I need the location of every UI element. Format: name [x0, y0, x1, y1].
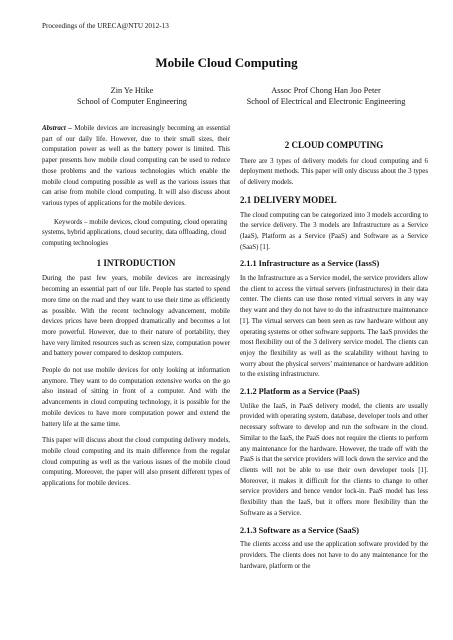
paragraph: During the past few years, mobile devices are increasingly becoming an essential part of our life. People has started to spend more time on the road and they want to use their time as efficiently as possible. With the recent technology advancement, mobile devices prices have been dropped dramatically and becomes a lot more powerful. However, due to their nature of portability, they have very limited resources such as screen size, computation power and battery power compared to desktop computers.: [42, 275, 230, 358]
abstract: [42, 124, 230, 210]
section-heading-delivery-model: 2.1 DELIVERY MODEL: [240, 194, 337, 205]
paragraph: Unlike the IaaS, in PaaS delivery model, the clients are usually provided with operating system, database, developer tools and other necessary software to develop and run the software in the cloud. Similar to the IaaS, the PaaS does not require the clients to perform any maintenance for the hardware. However, the trade off with the PaaS is that the service providers will lock down the service and the clients will not be able to use their own developer tools [1]. Moreover, it makes it difficult for the clients to change to other service providers and hence vendor lock-in. PaaS model has less flexibility than the IaaS, but it offers more flexibility than the Software as a Service.: [240, 402, 428, 517]
proceedings-header: Proceedings of the URECA@NTU 2012-13: [42, 22, 169, 30]
right-column: [240, 132, 428, 578]
subsection-heading-paas: 2.1.2 Platform as a Service (PaaS): [240, 387, 360, 397]
section-heading-cloud-computing: 2 CLOUD COMPUTING: [284, 140, 384, 150]
subsection-heading-iaas: 2.1.1 Infrastructure as a Service (IassS): [240, 259, 380, 269]
paragraph: This paper will discuss about the cloud computing delivery models, mobile cloud computing and its main difference from the regular cloud computing as well as the various issues of the mobile cloud computing. Moreover, the paper will also present different types of applications for mobile devices.: [42, 437, 230, 488]
abstract-label: Abstract –: [42, 125, 72, 132]
subsection-heading-saas: 2.1.3 Software as a Service (SaaS): [240, 525, 359, 535]
section-heading-introduction: 1 INTRODUCTION: [96, 257, 176, 268]
abstract-text: Mobile devices are increasingly becoming an essential part of our daily life. However, due to their small sizes, their computation power as well as the battery power is limited. This paper presents how mobile cloud computing can be used to reduce those problems and the various technologies which enable the mobile cloud computing possible as well as the various issues that can arise from mobile cloud computing. It will also discuss about various types of applications for the mobile devices.: [42, 125, 230, 207]
paragraph: The clients access and use the application software provided by the providers. The clients does not have to do any maintenance for the hardware, platform or the: [240, 541, 428, 570]
paragraph: There are 3 types of delivery models for cloud computing and 6 deployment methods. This paper will only discuss about the 3 types of delivery models.: [240, 157, 428, 187]
paragraph: The cloud computing can be categorized into 3 models according to the service delivery. The 3 models are Infrastructure as a Service (IaaS), Platform as a Service (PaaS) and Software as a Service (SaaS) [1].: [240, 211, 428, 251]
author-name: Zin Ye Htike: [110, 86, 154, 95]
author-affiliation: School of Electrical and Electronic Engineering: [246, 97, 406, 106]
author-block-1: [42, 85, 222, 107]
left-column: [42, 124, 230, 496]
author-name: Assoc Prof Chong Han Joo Peter: [271, 86, 381, 95]
paragraph: People do not use mobile devices for only looking at information anymore. They want to do computation extensive works on the go also instead of sitting in front of a computer. And with the advancements in cloud computing technology, it is possible for the mobile devices to have more computation power and extend the battery life at the same time.: [42, 367, 230, 428]
paper-title: Mobile Cloud Computing: [155, 55, 298, 70]
author-affiliation: School of Computer Engineering: [77, 97, 187, 106]
author-block-2: [236, 85, 416, 107]
keywords: Keywords – mobile devices, cloud computing, cloud operating systems, hybrid applications, cloud security, data offloading, cloud computing technologies: [42, 218, 228, 248]
paragraph: In the Infrastructure as a Service model, the service providers allow the client to access the virtual servers (infrastructures) in their data center. The clients can use those rented virtual servers in any way they want and they do not have to do the infrastructure maintenance [1]. The virtual servers can been seen as raw hardware without any operating systems or other software supports. The IaaS provides the most flexibility out of the 3 delivery service model. The clients can enjoy the flexibility as well as the scalability without having to worry about the physical servers’ maintenance or hardware addition to the existing infrastructure.: [240, 275, 428, 379]
